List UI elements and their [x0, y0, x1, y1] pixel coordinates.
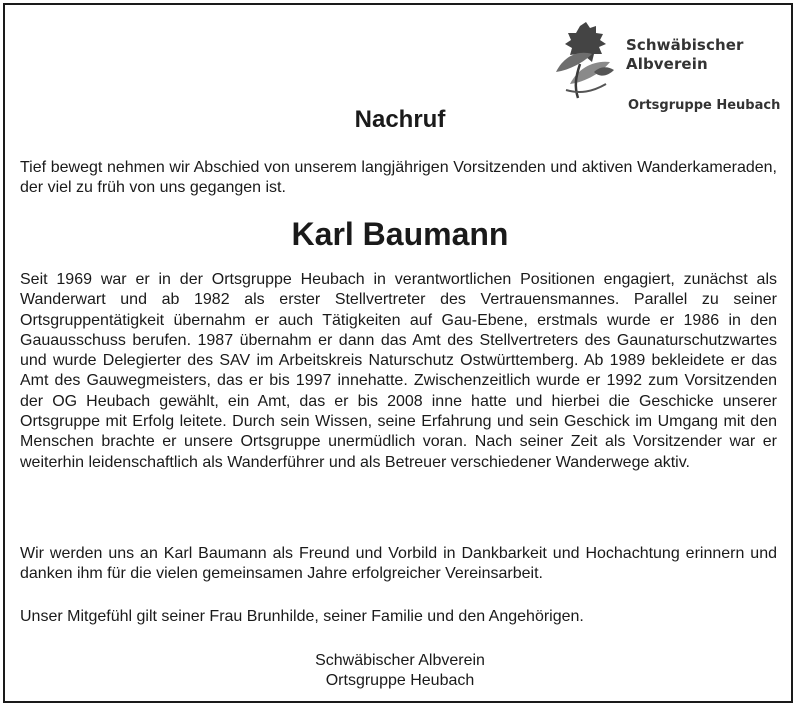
signature-line-1: Schwäbischer Albverein	[315, 652, 485, 669]
logo-line-1: Schwäbischer	[626, 36, 744, 54]
signature-line-2: Ortsgruppe Heubach	[325, 672, 475, 689]
logo-line-2: Albverein	[626, 55, 708, 73]
deceased-name: Karl Baumann	[291, 216, 509, 252]
logo-subtitle: Ortsgruppe Heubach	[628, 98, 781, 113]
signature-block	[0, 651, 800, 691]
logo-wordmark	[626, 36, 744, 74]
condolence-paragraph: Unser Mitgefühl gilt seiner Frau Brunhilde, seiner Familie und den Angehörigen.	[20, 608, 584, 625]
albverein-leaf-emblem-icon	[550, 20, 616, 100]
biography-paragraph: Seit 1969 war er in der Ortsgruppe Heubach in verantwortlichen Positionen engagiert, zunächst als Wanderwart und ab 1982 als erster Stellvertreter des Vertrauensmannes. Parallel zu seiner Ortsgruppentätigkeit übernahm er auch Tätigkeiten auf Gau-Ebene, erstmals wurde er 1986 in den Gauausschuss berufen. 1987 übernahm er dann das Amt des Stellvertreters des Gaunaturschutzwartes und wurde Delegierter des SAV im Arbeitskreis Naturschutz Ostwürttemberg. Ab 1989 bekleidete er das Amt des Gauwegmeisters, das er bis 1997 innehatte. Zwischenzeitlich wurde er 1992 zum Vorsitzenden der OG Heubach gewählt, ein Amt, das er bis 2008 inne hatte und hierbei die Geschicke unserer Ortsgruppe mit Erfolg leitete. Durch sein Wissen, seine Erfahrung und sein Geschick im Umgang mit den Menschen brachte er unsere Ortsgruppe unermüdlich voran. Nach seiner Zeit als Vorsitzender war er weiterhin leidenschaftlich als Wanderführer und als Betreuer verschiedener Wanderwege aktiv.	[20, 271, 777, 471]
intro-paragraph: Tief bewegt nehmen wir Abschied von unserem langjährigen Vorsitzenden und aktiven Wanderkameraden, der viel zu früh von uns gegangen ist.	[20, 159, 777, 197]
obituary-heading: Nachruf	[354, 106, 446, 133]
remembrance-paragraph: Wir werden uns an Karl Baumann als Freund und Vorbild in Dankbarkeit und Hochachtung erinnern und danken ihm für die vielen gemeinsamen Jahre erfolgreicher Vereinsarbeit.	[20, 545, 777, 583]
